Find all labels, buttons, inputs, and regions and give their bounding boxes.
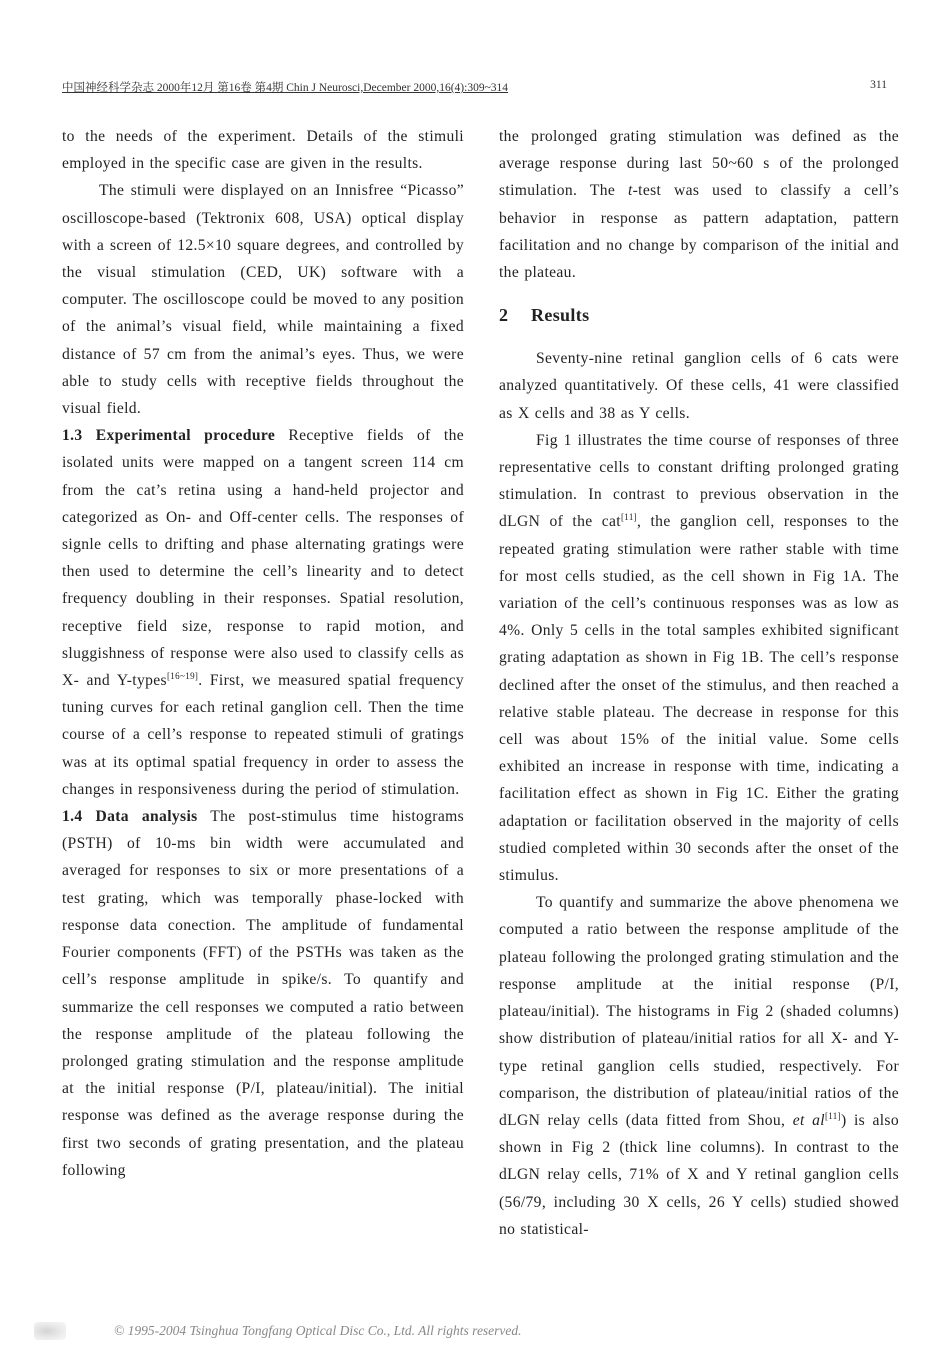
paragraph: The stimuli were displayed on an Innisfree “Picasso” oscilloscope-based (Tektronix 608, USA) optical display with a screen of 12.5×10 square degrees, and controlled by the visual stimulation (CED, UK) software with a computer. The oscilloscope could be moved to any position of the animal’s visual field, while maintaining a fixed distance of 57 cm from the animal’s eyes. Thus, we were able to study cells with receptive fields throughout the visual field. <box>62 182 464 418</box>
right-column <box>499 123 899 1243</box>
paragraph <box>499 427 899 889</box>
paragraph-text: the prolonged grating stimulation was defined as the average response during last 50~60 s of the prolonged stimulation. The <box>499 128 899 200</box>
paragraph <box>499 889 899 1243</box>
paragraph <box>499 123 899 286</box>
page-number: 311 <box>870 79 887 91</box>
journal-citation: 中国神经科学杂志 2000年12月 第16卷 第4期 Chin J Neurosci,December 2000,16(4):309~314 <box>62 82 509 94</box>
citation: [16~19] <box>166 671 199 682</box>
section-number: 2 <box>499 305 509 326</box>
subsection-1-4 <box>62 803 464 1184</box>
citation: [11] <box>824 1110 841 1121</box>
paragraph-text: To quantify and summarize the above phenomena we computed a ratio between the response amplitude of the plateau following the prolonged grating stimulation and the response amplitude at the initial response (P/I, plateau/initial). The histograms in Fig 2 (shaded columns) show distribution of plateau/initial ratios for all X- and Y-type retinal ganglion cells studied, respectively. For comparison, the distribution of plateau/initial ratios of the dLGN relay cells (data fitted from Shou, <box>499 894 899 1129</box>
section-title: Results <box>531 305 590 326</box>
publisher-logo-icon <box>34 1322 66 1340</box>
paragraph-text: Receptive fields of the isolated units were mapped on a tangent screen 114 cm from the cat’s retina using a hand-held projector and categorized as On- and Off-center cells. The responses of signle cells to drifting and phase alternating gratings were then used to determine the cell’s linearity and to detect frequency doubling in their responses. Spatial resolution, receptive field size, response to rapid motion, and sluggishness of response were also used to classify cells as X- and Y-types <box>62 427 464 690</box>
paragraph: Seventy-nine retinal ganglion cells of 6 cats were analyzed quantitatively. Of these cells, 41 were classified as X cells and 38 as Y cells. <box>499 350 899 422</box>
paragraph: to the needs of the experiment. Details of the stimuli employed in the specific case are given in the results. <box>62 128 464 173</box>
section-heading <box>499 295 899 335</box>
copyright-footer <box>62 1322 862 1342</box>
paragraph-text: -test was used to classify a cell’s behavior in response as pattern adaptation, pattern facilitation and no change by comparison of the initial and the plateau. <box>499 182 899 282</box>
left-column <box>62 123 464 1184</box>
paragraph-text: The post-stimulus time histograms (PSTH) of 10-ms bin width were accumulated and averaged for responses to six or more presentations of a test grating, which was temporally phase-locked with response data conection. The amplitude of fundamental Fourier components (FFT) of the PSTHs was taken as the cell’s response amplitude in spike/s. To quantify and summarize the cell responses we computed a ratio between the response amplitude of the plateau following the prolonged grating stimulation and the response amplitude at the initial response (P/I, plateau/initial). The initial response was defined as the average response during the first two seconds of grating presentation, and the plateau following <box>62 808 465 1179</box>
citation: [11] <box>620 512 638 523</box>
copyright-text: © 1995-2004 Tsinghua Tongfang Optical Disc Co., Ltd. All rights reserved. <box>114 1323 522 1338</box>
paragraph-text: . First, we measured spatial frequency tuning curves for each retinal ganglion cell. Then the time course of a cell’s response to repeated stimuli of gratings was at its optimal spatial frequency in order to assess the changes in responsiveness during the period of stimulation. <box>62 672 464 798</box>
paragraph-text: Fig 1 illustrates the time course of responses of three representative cells to constant drifting prolonged grating stimulation. In contrast to previous observation in the dLGN of the cat <box>499 431 899 531</box>
running-header <box>62 79 887 97</box>
subsection-heading: 1.4 Data analysis <box>62 808 198 826</box>
paragraph-text: ) is also shown in Fig 2 (thick line columns). In contrast to the dLGN relay cells, 71% of X and Y retinal ganglion cells (56/79, including 30 X cells, 26 Y cells) studied showed no statistical- <box>499 1111 899 1238</box>
subsection-heading: 1.3 Experimental procedure <box>62 427 276 445</box>
paragraph-text: , the ganglion cell, responses to the repeated grating stimulation were rather stable with time for most cells studied, as the cell shown in Fig 1A. The variation of the cell’s continuous responses was as low as 4%. Only 5 cells in the total samples exhibited significant grating adaptation as shown in Fig 1B. The cell’s response declined after the onset of the stimulus, and then reached a relative stable plateau. The decrease in response for this cell was about 15% of the initial value. Some cells exhibited an increase in response with time, indicating a facilitation effect as shown in Fig 1C. Either the grating adaptation or facilitation observed in the majority of cells studied completed within 30 seconds after the onset of the stimulus. <box>499 513 899 885</box>
et-al: et al <box>792 1111 825 1129</box>
subsection-1-3 <box>62 422 464 803</box>
t-symbol: t <box>627 182 633 200</box>
